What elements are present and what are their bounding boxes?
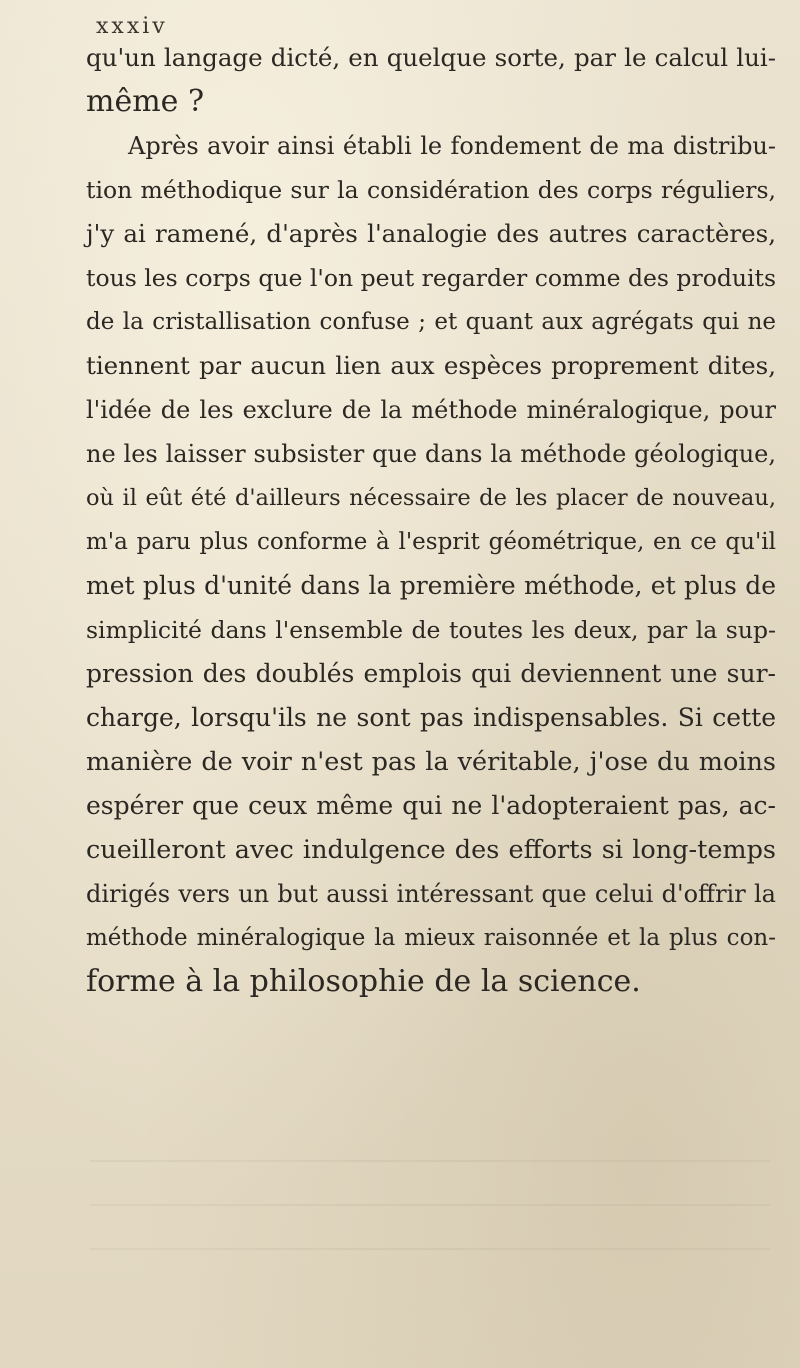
- show-through-shadow: [90, 1204, 770, 1206]
- body-text: [86, 36, 776, 1004]
- text-line: tous les corps que l'on peut regarder comme des produits: [86, 264, 777, 292]
- text-line: m'a paru plus conforme à l'esprit géométrique, en ce qu'il: [86, 529, 776, 555]
- text-line: où il eût été d'ailleurs nécessaire de les placer de nouveau,: [86, 485, 776, 511]
- text-line: dirigés vers un but aussi intéressant que celui d'offrir la: [86, 880, 776, 908]
- text-line: simplicité dans l'ensemble de toutes les deux, par la sup-: [86, 616, 776, 644]
- text-line: l'idée de les exclure de la méthode minéralogique, pour: [86, 396, 776, 424]
- text-line: charge, lorsqu'ils ne sont pas indispensables. Si cette: [86, 703, 776, 732]
- text-line: met plus d'unité dans la première méthode, et plus de: [86, 571, 776, 600]
- text-line: espérer que ceux même qui ne l'adopteraient pas, ac-: [86, 791, 776, 820]
- show-through-shadow: [90, 1160, 770, 1162]
- text-line: qu'un langage dicté, en quelque sorte, par le calcul lui-: [86, 43, 776, 72]
- text-line: forme à la philosophie de la science.: [86, 964, 641, 999]
- text-line: tiennent par aucun lien aux espèces proprement dites,: [86, 351, 776, 380]
- text-line: Après avoir ainsi établi le fondement de ma distribu-: [128, 132, 776, 160]
- text-line: méthode minéralogique la mieux raisonnée et la plus con-: [86, 925, 776, 951]
- text-line: j'y ai ramené, d'après l'analogie des autres caractères,: [86, 219, 776, 248]
- text-line: même ?: [86, 84, 205, 119]
- text-line: tion méthodique sur la considération des corps réguliers,: [86, 176, 776, 204]
- text-line: ne les laisser subsister que dans la méthode géologique,: [86, 440, 776, 468]
- text-line: cueilleront avec indulgence des efforts si long-temps: [86, 835, 776, 865]
- show-through-shadow: [90, 1248, 770, 1250]
- text-line: de la cristallisation confuse ; et quant aux agrégats qui ne: [86, 309, 776, 335]
- text-line: pression des doublés emplois qui deviennent une sur-: [86, 659, 776, 688]
- text-line: manière de voir n'est pas la véritable, j'ose du moins: [86, 747, 776, 777]
- page-number: xxxiv: [96, 14, 168, 39]
